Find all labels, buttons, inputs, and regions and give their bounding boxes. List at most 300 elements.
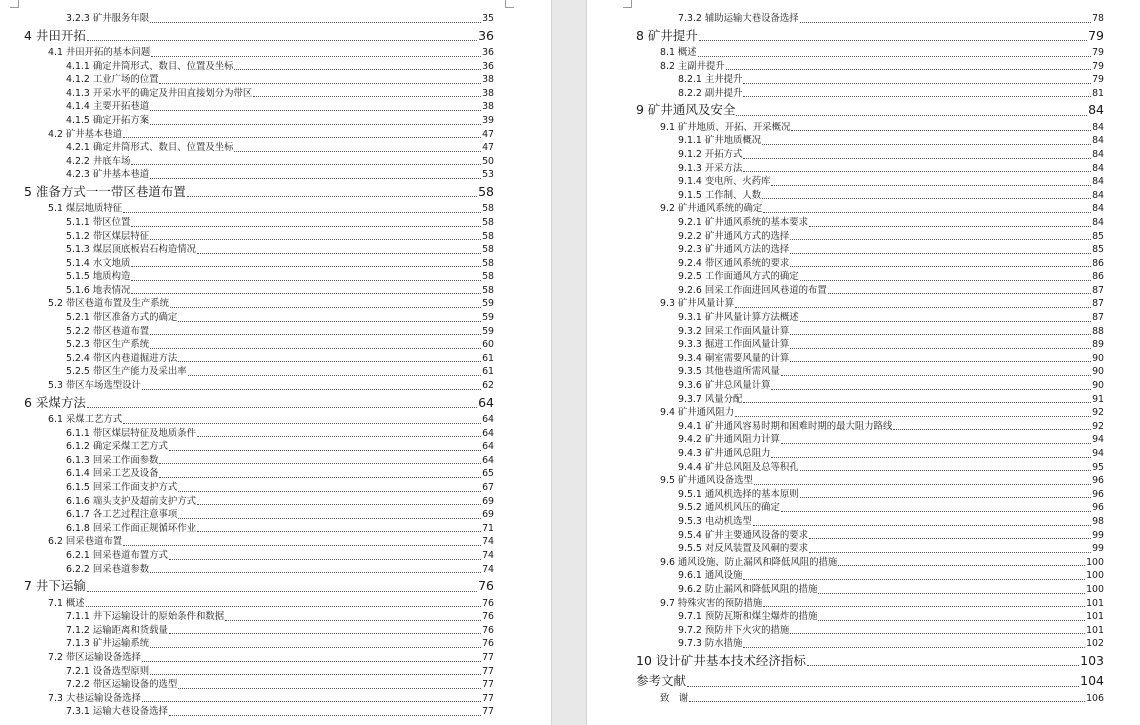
toc-entry[interactable] (636, 134, 1104, 148)
toc-entry[interactable] (24, 365, 494, 379)
toc-entry[interactable] (24, 651, 494, 665)
toc-entry[interactable] (636, 87, 1104, 101)
toc-entry[interactable] (636, 393, 1104, 407)
toc-page-number: 76 (482, 624, 494, 636)
toc-entry[interactable] (24, 284, 494, 298)
toc-entry-title: 5.2.2 带区巷道布置 (66, 325, 150, 337)
toc-entry-title: 9.5.4 矿井主要通风设备的要求 (678, 529, 808, 541)
toc-entry[interactable] (24, 624, 494, 638)
toc-entry-title: 4 井田开拓 (24, 27, 86, 43)
toc-entry-title: 9.7.1 预防瓦斯和煤尘爆炸的措施 (678, 611, 818, 623)
toc-entry-title: 5.1.4 水文地质 (66, 257, 131, 269)
toc-entry-title: 9.6.2 防止漏风和降低风阻的措施 (678, 583, 818, 595)
toc-dot-leader (123, 212, 481, 213)
toc-page-number: 96 (1092, 502, 1104, 514)
toc-entry[interactable] (24, 12, 494, 26)
toc-entry[interactable] (636, 461, 1104, 475)
toc-chapter-entry[interactable] (24, 576, 494, 596)
toc-entry-title: 5.3 带区车场选型设计 (48, 380, 141, 392)
toc-entry-title: 9.4.1 矿井通风容易时期和困难时期的最大阻力路线 (678, 420, 893, 432)
toc-entry[interactable] (636, 12, 1104, 26)
toc-dot-leader (687, 686, 1079, 687)
right-page (587, 0, 1140, 725)
toc-entry[interactable] (636, 338, 1104, 352)
toc-entry[interactable] (636, 46, 1104, 60)
toc-page-number: 85 (1092, 230, 1104, 242)
toc-entry[interactable] (636, 121, 1104, 135)
toc-entry[interactable] (636, 162, 1104, 176)
toc-entry-title: 7.3.2 辅助运输大巷设备选择 (678, 13, 799, 24)
toc-page-number: 58 (478, 183, 494, 199)
toc-chapter-entry[interactable] (636, 26, 1104, 46)
toc-entry[interactable] (636, 148, 1104, 162)
toc-entry[interactable] (24, 678, 494, 692)
toc-entry-title: 4.2.2 井底车场 (66, 155, 131, 167)
toc-page-number: 64 (482, 441, 494, 453)
toc-dot-leader (781, 375, 1091, 376)
toc-entry-title: 7.1 概述 (48, 597, 85, 609)
toc-entry-title: 6 采煤方法 (24, 394, 86, 410)
toc-page-number: 84 (1092, 121, 1104, 133)
toc-page-number: 94 (1092, 448, 1104, 459)
toc-entry[interactable] (636, 556, 1104, 570)
toc-entry-title: 5.1.2 带区煤层特征 (66, 230, 150, 242)
toc-page-number: 77 (482, 651, 494, 663)
toc-page-number: 69 (482, 509, 494, 521)
toc-dot-leader (743, 158, 1091, 159)
toc-page-number: 100 (1086, 556, 1104, 568)
toc-entry-title: 6.1.6 端头支护及超前支护方式 (66, 495, 196, 507)
toc-entry[interactable] (24, 427, 494, 441)
toc-entry[interactable] (636, 73, 1104, 87)
toc-entry[interactable] (24, 311, 494, 325)
toc-entry[interactable] (636, 583, 1104, 597)
toc-page-number: 87 (1092, 312, 1104, 324)
toc-entry[interactable] (636, 501, 1104, 515)
toc-chapter-entry[interactable] (24, 182, 494, 202)
toc-entry-title: 6.2.2 回采巷道参数 (66, 563, 150, 575)
toc-entry-title: 9.2.3 矿井通风方法的选择 (678, 244, 790, 256)
toc-page-number: 76 (478, 578, 494, 594)
toc-entry[interactable] (24, 563, 494, 577)
toc-page-number: 38 (482, 101, 494, 113)
toc-entry-title: 9.7.3 防水措施 (678, 638, 743, 650)
toc-page-number: 59 (482, 312, 494, 324)
toc-entry[interactable] (24, 230, 494, 244)
toc-page-number: 95 (1092, 461, 1104, 473)
toc-dot-leader (131, 164, 481, 165)
toc-page-number: 79 (1092, 46, 1104, 58)
toc-entry[interactable] (636, 230, 1104, 244)
toc-entry-title: 9.2 矿井通风系统的确定 (660, 203, 763, 215)
toc-entry[interactable] (636, 284, 1104, 298)
toc-dot-leader (150, 124, 481, 125)
toc-dot-leader (150, 647, 481, 648)
toc-dot-leader (763, 606, 1085, 607)
toc-entry[interactable] (636, 420, 1104, 434)
toc-dot-leader (809, 226, 1091, 227)
toc-entry-title: 5.1 煤层地质特征 (48, 203, 123, 215)
toc-dot-leader (150, 178, 481, 179)
toc-entry-title: 7 井下运输 (24, 578, 86, 594)
toc-entry-title: 8.2 主副井提升 (660, 60, 725, 72)
toc-entry-title: 6.1 采煤工艺方式 (48, 414, 123, 426)
toc-entry[interactable] (636, 352, 1104, 366)
toc-dot-leader (150, 348, 481, 349)
toc-entry[interactable] (636, 542, 1104, 556)
toc-dot-leader (800, 280, 1091, 281)
toc-entry[interactable] (636, 60, 1104, 74)
toc-entry[interactable] (636, 189, 1104, 203)
toc-page-number: 89 (1092, 339, 1104, 351)
toc-dot-leader (123, 137, 481, 138)
toc-entry[interactable] (24, 522, 494, 536)
toc-entry-title: 9.3 矿井风量计算 (660, 298, 735, 310)
toc-entry-title: 4.2.3 矿井基本巷道 (66, 169, 150, 181)
toc-entry-title: 参考文献 (636, 673, 687, 689)
toc-entry[interactable] (636, 325, 1104, 339)
toc-entry[interactable] (636, 488, 1104, 502)
toc-dot-leader (169, 450, 481, 451)
toc-entry[interactable] (24, 168, 494, 182)
toc-page-number: 90 (1092, 352, 1104, 364)
toc-dot-leader (828, 293, 1091, 294)
toc-page-number: 85 (1092, 244, 1104, 256)
toc-dot-leader (809, 538, 1091, 539)
toc-page-number: 39 (482, 114, 494, 126)
toc-entry[interactable] (24, 597, 494, 611)
toc-page-number: 38 (482, 74, 494, 86)
toc-entry[interactable] (636, 216, 1104, 230)
toc-entry[interactable] (636, 365, 1104, 379)
toc-entry[interactable] (636, 406, 1104, 420)
toc-entry[interactable] (24, 216, 494, 230)
toc-entry-title: 5.2.5 带区生产能力及采出率 (66, 366, 187, 378)
toc-page-number: 100 (1086, 570, 1104, 582)
toc-entry-title: 9 矿井通风及安全 (636, 102, 736, 118)
toc-dot-leader (253, 96, 481, 97)
toc-entry-title: 6.1.5 回采工作面支护方式 (66, 481, 178, 493)
toc-entry[interactable] (636, 433, 1104, 447)
toc-entry-title: 9.1.5 工作制、人数 (678, 189, 762, 201)
toc-entry[interactable] (636, 529, 1104, 543)
toc-entry[interactable] (636, 610, 1104, 624)
toc-dot-leader (699, 40, 1087, 41)
toc-page-number: 61 (482, 352, 494, 364)
toc-dot-leader (790, 253, 1091, 254)
toc-entry[interactable] (24, 637, 494, 651)
toc-entry-title: 9.5.5 对反风装置及风硐的要求 (678, 543, 808, 555)
toc-entry[interactable] (24, 297, 494, 311)
toc-entry[interactable] (636, 379, 1104, 393)
page-corner-mark (10, 0, 19, 8)
toc-dot-leader (771, 185, 1091, 186)
toc-page-number: 59 (482, 325, 494, 337)
toc-entry-title: 4.1.5 确定开拓方案 (66, 114, 150, 126)
toc-dot-leader (800, 470, 1091, 471)
toc-entry[interactable] (24, 352, 494, 366)
toc-chapter-entry[interactable] (636, 651, 1104, 671)
toc-dot-leader (131, 280, 481, 281)
toc-entry-title: 9.5.2 通风机风压的确定 (678, 502, 780, 514)
toc-page-number: 74 (482, 549, 494, 561)
toc-dot-leader (159, 83, 481, 84)
toc-entry-title: 9.7 特殊灾害的预防措施 (660, 597, 763, 609)
toc-entry-title: 9.7.2 预防井下火灾的措施 (678, 624, 790, 636)
toc-entry-title: 9.5.1 通风机选择的基本原则 (678, 488, 799, 500)
toc-page-number: 71 (482, 522, 494, 534)
toc-page-number: 77 (482, 692, 494, 704)
toc-entry-title: 8.2.2 副井提升 (678, 87, 743, 99)
toc-dot-leader (743, 96, 1091, 97)
toc-page-number: 88 (1092, 325, 1104, 337)
toc-entry[interactable] (24, 610, 494, 624)
toc-dot-leader (771, 457, 1091, 458)
toc-entry[interactable] (24, 100, 494, 114)
toc-dot-leader (142, 661, 481, 662)
toc-list-right (636, 12, 1104, 705)
toc-dot-leader (150, 22, 481, 23)
toc-entry-title: 5.1.1 带区位置 (66, 216, 131, 228)
toc-page-number: 38 (482, 87, 494, 99)
toc-entry[interactable] (24, 46, 494, 60)
toc-entry-title: 10 设计矿井基本技术经济指标 (636, 652, 806, 668)
toc-page-number: 101 (1086, 611, 1104, 623)
toc-entry[interactable] (24, 454, 494, 468)
toc-entry[interactable] (636, 597, 1104, 611)
toc-entry-title: 4.1.3 开采水平的确定及井田直接划分为带区 (66, 87, 253, 99)
toc-page-number: 58 (482, 230, 494, 242)
toc-entry-title: 9.1.3 开采方法 (678, 162, 743, 174)
toc-page-number: 84 (1092, 162, 1104, 174)
toc-dot-leader (123, 423, 481, 424)
toc-entry[interactable] (24, 705, 494, 719)
toc-entry-title: 5 准备方式一一带区巷道布置 (24, 183, 186, 199)
toc-entry[interactable] (636, 297, 1104, 311)
toc-entry-title: 6.1.3 回采工作面参数 (66, 454, 159, 466)
toc-page-number: 84 (1092, 189, 1104, 201)
toc-dot-leader (743, 402, 1091, 403)
toc-entry-title: 9.2.5 工作面通风方式的确定 (678, 271, 799, 283)
toc-list-left (24, 12, 494, 719)
toc-page-number: 58 (482, 216, 494, 228)
toc-entry-title: 9.3.4 硐室需要风量的计算 (678, 352, 790, 364)
toc-dot-leader (123, 545, 481, 546)
toc-page-number: 104 (1080, 673, 1104, 689)
toc-entry[interactable] (24, 481, 494, 495)
toc-entry[interactable] (24, 257, 494, 271)
toc-page-number: 92 (1092, 420, 1104, 432)
toc-dot-leader (800, 22, 1091, 23)
toc-dot-leader (818, 593, 1085, 594)
toc-entry-title: 9.3.3 掘进工作面风量计算 (678, 339, 790, 351)
toc-entry-title: 9.4.3 矿井通风总阻力 (678, 448, 771, 459)
toc-entry-title: 3.2.3 矿井服务年限 (66, 13, 150, 24)
toc-page-number: 60 (482, 339, 494, 351)
toc-dot-leader (150, 674, 481, 675)
toc-entry[interactable] (636, 569, 1104, 583)
toc-entry-title: 9.4.4 矿井总风阻及总等积孔 (678, 461, 799, 473)
toc-entry[interactable] (24, 60, 494, 74)
toc-entry[interactable] (24, 665, 494, 679)
toc-entry[interactable] (24, 549, 494, 563)
toc-dot-leader (689, 701, 1085, 702)
toc-entry-title: 8.1 概述 (660, 46, 697, 58)
toc-page-number: 64 (482, 414, 494, 426)
toc-dot-leader (225, 620, 481, 621)
toc-page-number: 76 (482, 611, 494, 623)
toc-entry[interactable] (636, 175, 1104, 189)
toc-entry-title: 6.1.7 各工艺过程注意事项 (66, 509, 178, 521)
toc-page-number: 36 (482, 46, 494, 58)
toc-page-number: 50 (482, 155, 494, 167)
toc-chapter-entry[interactable] (24, 26, 494, 46)
toc-dot-leader (735, 416, 1091, 417)
toc-page-number: 91 (1092, 393, 1104, 405)
toc-dot-leader (150, 572, 481, 573)
toc-page-number: 62 (482, 380, 494, 392)
toc-entry[interactable] (636, 515, 1104, 529)
toc-entry-title: 9.5 矿井通风设备选型 (660, 475, 753, 487)
toc-page-number: 87 (1092, 284, 1104, 296)
toc-entry-title: 致 谢 (660, 692, 689, 704)
toc-entry-title: 7.3 大巷运输设备选择 (48, 692, 141, 704)
toc-page-number: 96 (1092, 488, 1104, 500)
toc-page-number: 84 (1092, 148, 1104, 160)
toc-dot-leader (197, 504, 481, 505)
toc-dot-leader (790, 239, 1091, 240)
toc-entry-title: 6.1.2 确定采煤工艺方式 (66, 441, 168, 453)
toc-dot-leader (178, 491, 481, 492)
toc-entry-title: 4.1.2 工业广场的位置 (66, 74, 159, 86)
toc-page-number: 58 (482, 257, 494, 269)
toc-dot-leader (743, 83, 1091, 84)
toc-page-number: 61 (482, 366, 494, 378)
toc-entry[interactable] (24, 155, 494, 169)
toc-chapter-entry[interactable] (636, 671, 1104, 691)
toc-entry[interactable] (24, 495, 494, 509)
page-corner-mark (505, 0, 514, 8)
toc-page-number: 53 (482, 169, 494, 181)
toc-entry-title: 7.3.1 运输大巷设备选择 (66, 706, 168, 718)
toc-entry-title: 5.1.5 地质构造 (66, 271, 131, 283)
toc-entry[interactable] (24, 243, 494, 257)
toc-page-number: 58 (482, 203, 494, 215)
toc-dot-leader (188, 375, 481, 376)
toc-entry[interactable] (636, 257, 1104, 271)
toc-entry-title: 5.2.4 带区内巷道掘进方法 (66, 352, 178, 364)
toc-page-number: 101 (1086, 597, 1104, 609)
toc-entry[interactable] (636, 692, 1104, 706)
toc-entry[interactable] (636, 474, 1104, 488)
toc-dot-leader (87, 407, 477, 408)
toc-page-number: 92 (1092, 407, 1104, 419)
toc-entry-title: 4.1.1 确定井筒形式、数目、位置及坐标 (66, 60, 234, 72)
toc-entry[interactable] (24, 87, 494, 101)
toc-entry[interactable] (24, 270, 494, 284)
toc-entry[interactable] (636, 270, 1104, 284)
toc-dot-leader (743, 171, 1091, 172)
toc-dot-leader (726, 69, 1091, 70)
toc-dot-leader (743, 647, 1085, 648)
toc-entry-title: 5.1.3 煤层顶底板岩石构造情况 (66, 244, 196, 256)
toc-entry-title: 5.2.1 带区准备方式的确定 (66, 312, 178, 324)
toc-entry[interactable] (24, 413, 494, 427)
toc-dot-leader (790, 348, 1091, 349)
toc-dot-leader (698, 56, 1091, 57)
toc-entry[interactable] (24, 467, 494, 481)
toc-entry-title: 4.1.4 主要开拓巷道 (66, 101, 150, 113)
toc-dot-leader (807, 665, 1079, 666)
toc-entry[interactable] (24, 73, 494, 87)
toc-entry[interactable] (636, 202, 1104, 216)
toc-entry-title: 9.3.1 矿井风量计算方法概述 (678, 312, 799, 324)
toc-entry-title: 9.1.1 矿井地质概况 (678, 135, 762, 147)
toc-entry[interactable] (636, 243, 1104, 257)
toc-page-number: 81 (1092, 87, 1104, 99)
toc-entry-title: 9.1.2 开拓方式 (678, 148, 743, 160)
toc-dot-leader (754, 484, 1091, 485)
toc-chapter-entry[interactable] (636, 100, 1104, 120)
toc-page-number: 47 (482, 142, 494, 154)
toc-dot-leader (790, 334, 1091, 335)
toc-page-number: 99 (1092, 543, 1104, 555)
toc-dot-leader (800, 497, 1091, 498)
toc-dot-leader (178, 518, 481, 519)
toc-dot-leader (170, 307, 481, 308)
toc-entry-title: 9.4.2 矿井通风阻力计算 (678, 434, 780, 446)
toc-entry[interactable] (24, 692, 494, 706)
toc-entry[interactable] (24, 128, 494, 142)
toc-entry-title: 5.1.6 地表情况 (66, 284, 131, 296)
toc-entry[interactable] (24, 114, 494, 128)
toc-entry[interactable] (24, 440, 494, 454)
toc-entry-title: 7.2.2 带区运输设备的选型 (66, 679, 178, 691)
toc-dot-leader (735, 307, 1091, 308)
toc-dot-leader (86, 606, 481, 607)
toc-dot-leader (790, 266, 1091, 267)
toc-page-number: 86 (1092, 257, 1104, 269)
toc-page-number: 101 (1086, 624, 1104, 636)
page-gutter (551, 0, 587, 725)
toc-entry[interactable] (636, 311, 1104, 325)
toc-entry[interactable] (24, 535, 494, 549)
toc-entry[interactable] (636, 624, 1104, 638)
toc-entry[interactable] (24, 379, 494, 393)
toc-dot-leader (791, 130, 1091, 131)
toc-entry[interactable] (24, 202, 494, 216)
toc-page-number: 87 (1092, 298, 1104, 310)
toc-entry[interactable] (636, 447, 1104, 461)
toc-page-number: 65 (482, 468, 494, 480)
toc-entry[interactable] (24, 325, 494, 339)
toc-dot-leader (234, 151, 481, 152)
toc-dot-leader (790, 361, 1091, 362)
toc-entry-title: 9.1.4 变电所、火药库 (678, 176, 771, 188)
toc-entry-title: 9.4 矿井通风阻力 (660, 407, 735, 419)
toc-page-number: 59 (482, 298, 494, 310)
toc-entry[interactable] (24, 508, 494, 522)
toc-page-number: 79 (1088, 27, 1104, 43)
page-corner-mark (623, 0, 632, 8)
toc-chapter-entry[interactable] (24, 393, 494, 413)
toc-page-number: 77 (482, 665, 494, 677)
toc-entry-title: 9.3.2 回采工作面风量计算 (678, 325, 790, 337)
toc-entry[interactable] (24, 141, 494, 155)
toc-entry[interactable] (24, 338, 494, 352)
toc-dot-leader (893, 429, 1091, 430)
toc-entry[interactable] (636, 637, 1104, 651)
